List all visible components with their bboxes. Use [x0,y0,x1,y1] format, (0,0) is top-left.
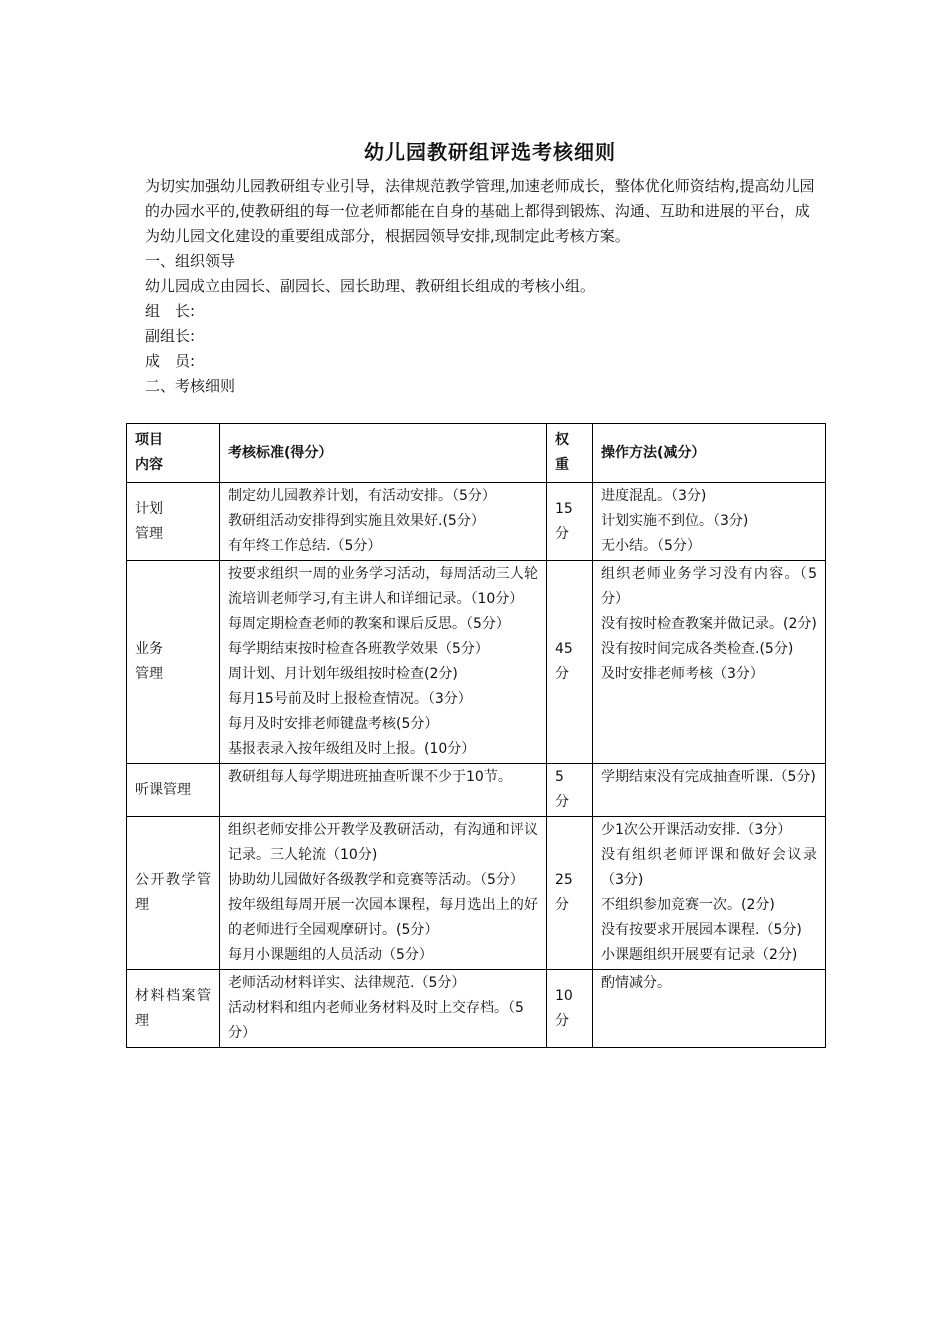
table-row [127,817,826,970]
method-line: 不组织参加竞赛一次。(2分) [601,897,775,913]
table-row [127,483,826,561]
row-methods [593,561,826,764]
document-body [145,174,817,399]
row-weight [547,970,593,1048]
leader-label: 组 长: [145,302,196,320]
row-weight [547,561,593,764]
method-line: 学期结束没有完成抽查听课.（5分) [601,769,816,785]
section-heading-rules: 二、考核细则 [145,377,236,395]
weight-line: 15 [555,500,573,517]
method-line: 少1次公开课活动安排.（3分） [601,822,792,838]
header-weight-line2: 重 [555,457,569,473]
item-line: 业务 [135,641,163,657]
method-line: 及时安排老师考核（3分） [601,666,764,682]
item-line: 材料档案管理 [135,987,211,1029]
row-weight [547,764,593,817]
section-heading-organization: 一、组织领导 [145,252,236,270]
row-item [127,483,220,561]
table-row [127,764,826,817]
method-line: 酌情减分。 [601,975,671,991]
item-line: 计划 [135,500,163,517]
standard-line: 每周定期检查老师的教案和课后反思。（5分） [228,616,510,632]
method-line: 没有按时间完成各类检查.(5分) [601,641,794,657]
row-standards [220,561,547,764]
item-line: 管理 [135,666,163,682]
weight-line: 5 [555,769,564,785]
row-item [127,970,220,1048]
weight-line: 25 [555,872,573,888]
weight-line: 45 [555,641,573,657]
method-line: 没有按要求开展园本课程.（5分) [601,922,802,938]
row-standards [220,483,547,561]
standard-line: 按要求组织一周的业务学习活动，每周活动三人轮流培训老师学习,有主讲人和详细记录。（10分） [228,566,538,607]
row-standards [220,970,547,1048]
standard-line: 活动材料和组内老师业务材料及时上交存档。（5分） [228,1000,524,1041]
standard-line: 制定幼儿园教养计划，有活动安排。（5分） [228,488,496,504]
deputy-label: 副组长: [145,327,196,345]
header-item [127,424,220,483]
table-row [127,561,826,764]
weight-line: 分 [555,525,569,542]
weight-line: 10 [555,987,573,1004]
row-item [127,561,220,764]
page-title: 幼儿园教研组评选考核细则 [364,140,616,164]
row-item [127,764,220,817]
method-line: 无小结。（5分） [601,538,701,554]
standard-line: 基报表录入按年级组及时上报。(10分） [228,741,476,757]
intro-paragraph: 为切实加强幼儿园教研组专业引导，法律规范教学管理,加速老师成长，整体优化师资结构,提高幼儿园的办园水平的,使教研组的每一位老师都能在自身的基础上都得到锻炼、沟通、互助和进展的平台，成为幼儿园文化建设的重要组成部分，根据园领导安排,现制定此考核方案。 [145,177,815,245]
weight-line: 分 [555,666,569,682]
standard-line: 协助幼儿园做好各级教学和竞赛等活动。（5分） [228,872,524,888]
standard-line: 老师活动材料详实、法律规范.（5分） [228,975,466,991]
standard-line: 每月小课题组的人员活动（5分） [228,947,433,963]
weight-line: 分 [555,794,569,810]
members-label: 成 员: [145,352,196,370]
method-line: 组织老师业务学习没有内容。（5分） [601,566,817,607]
header-weight-line1: 权 [555,432,569,448]
row-methods [593,970,826,1048]
assessment-table [126,423,826,1048]
table-header-row [127,424,826,483]
header-item-line1: 项目 [135,432,163,448]
standard-line: 每月15号前及时上报检查情况。（3分） [228,691,472,707]
standard-line: 组织老师安排公开教学及教研活动，有沟通和评议记录。三人轮流（10分) [228,822,538,863]
organization-text: 幼儿园成立由园长、副园长、园长助理、教研组长组成的考核小组。 [145,277,596,295]
method-line: 没有按时检查教案并做记录。(2分) [601,616,817,632]
method-line: 小课题组织开展要有记录（2分) [601,947,798,963]
header-standard: 考核标准(得分） [220,424,547,483]
table-row [127,970,826,1048]
standard-line: 按年级组每周开展一次园本课程，每月选出上的好的老师进行全园观摩研讨。(5分） [228,897,538,938]
row-standards [220,764,547,817]
standard-line: 教研组活动安排得到实施且效果好.(5分） [228,513,485,529]
weight-line: 分 [555,897,569,913]
row-standards [220,817,547,970]
header-weight [547,424,593,483]
item-line: 听课管理 [135,781,191,798]
row-item [127,817,220,970]
row-weight [547,817,593,970]
method-line: 计划实施不到位。（3分) [601,513,749,529]
item-line: 管理 [135,525,163,542]
row-methods [593,764,826,817]
standard-line: 每学期结束按时检查各班教学效果（5分） [228,641,489,657]
item-line: 公开教学管理 [135,872,211,913]
weight-line: 分 [555,1012,569,1029]
method-line: 进度混乱。（3分) [601,488,707,504]
method-line: 没有组织老师评课和做好会议录（3分) [601,847,817,888]
row-methods [593,817,826,970]
standard-line: 周计划、月计划年级组按时检查(2分) [228,666,458,682]
header-item-line2: 内容 [135,457,163,473]
standard-line: 有年终工作总结.（5分） [228,538,382,554]
row-methods [593,483,826,561]
header-method: 操作方法(减分） [593,424,826,483]
row-weight [547,483,593,561]
standard-line: 教研组每人每学期进班抽查听课不少于10节。 [228,769,512,785]
standard-line: 每月及时安排老师键盘考核(5分） [228,716,439,732]
